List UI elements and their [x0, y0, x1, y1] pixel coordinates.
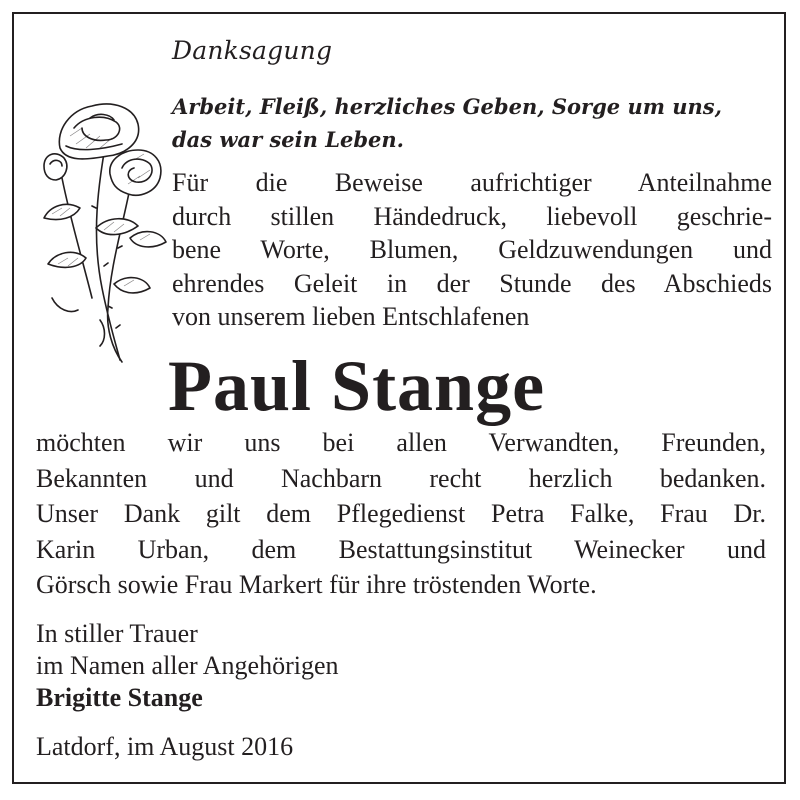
- motto-line: das war sein Leben.: [172, 127, 404, 152]
- signer-name: Brigitte Stange: [36, 683, 203, 712]
- place-date: Latdorf, im August 2016: [36, 732, 294, 761]
- intro-line: Für die Beweise aufrichtiger Anteilnahme: [172, 168, 772, 197]
- body-line: Karin Urban, dem Bestattungsinstitut Weinecker und: [36, 534, 766, 564]
- motto: [172, 90, 772, 156]
- body-line: Unser Dank gilt dem Pflegedienst Petra Falke, Frau Dr.: [36, 499, 766, 528]
- deceased-name: Paul Stange: [168, 346, 546, 426]
- closing-line: In stiller Trauer: [36, 619, 198, 648]
- motto-line: Arbeit, Fleiß, herzliches Geben, Sorge um uns,: [172, 94, 722, 119]
- intro-line: bene Worte, Blumen, Geldzuwendungen und: [172, 235, 772, 264]
- intro-line: ehrendes Geleit in der Stunde des Abschieds: [172, 268, 772, 298]
- heading: Danksagung: [172, 36, 333, 65]
- closing-block: [36, 618, 339, 714]
- intro-paragraph: [172, 166, 772, 334]
- closing-line: im Namen aller Angehörigen: [36, 651, 339, 680]
- body-line: Görsch sowie Frau Markert für ihre tröstenden Worte.: [36, 570, 597, 599]
- body-line: Bekannten und Nachbarn recht herzlich bedanken.: [36, 463, 766, 493]
- intro-line: von unserem lieben Entschlafenen: [172, 302, 530, 331]
- rose-icon: [30, 88, 170, 368]
- body-line: möchten wir uns bei allen Verwandten, Freunden,: [36, 428, 766, 457]
- thanks-paragraph: [36, 425, 766, 603]
- intro-line: durch stillen Händedruck, liebevoll geschrie-: [172, 201, 772, 231]
